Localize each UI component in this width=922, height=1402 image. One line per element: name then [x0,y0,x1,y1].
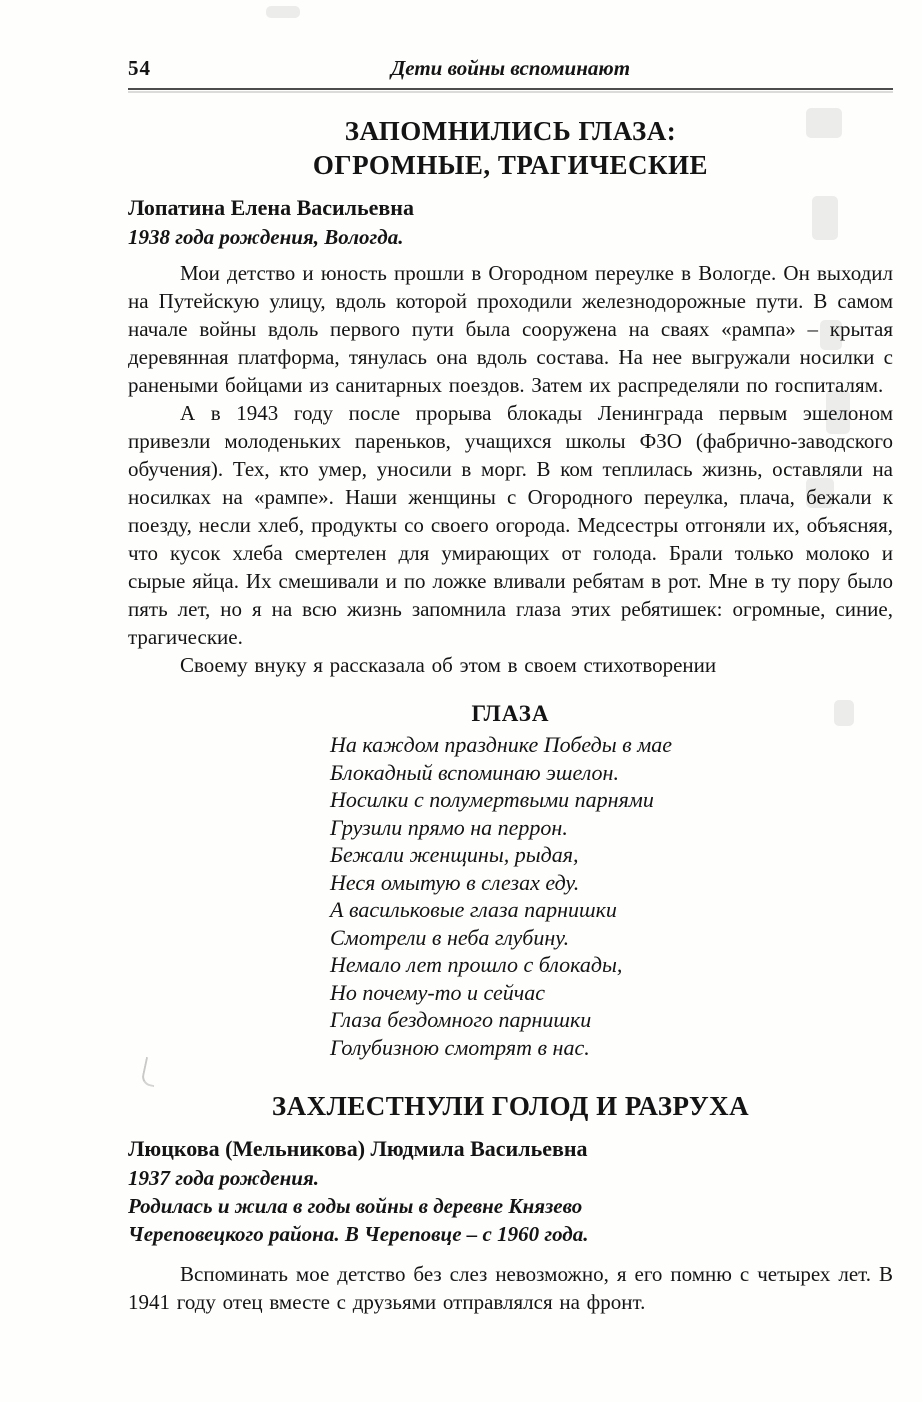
poem-title: ГЛАЗА [471,701,550,726]
paragraph: А в 1943 году после прорыва блокады Ленинграда первым эшелоном привезли молоденьких пареньков, учащихся школы ФЗО (фабрично-заводского обучения). Тех, кто умер, уносили в морг. В ком теплилась жизнь, оставляли на носилках на «рампе». Наши женщины с Огородного переулка, плача, бежали к поезду, несли хлеб, продукты со своего огорода. Медсестры отгоняли их, объясняя, что кусок хлеба смертелен для умирающих от голода. Брали только молоко и сырые яйца. Их смешивали и по ложке вливали ребятам в рот. Мне в ту пору было пять лет, но я на всю жизнь запомнила глаза этих ребятишек: огромные, синие, трагические. [128,401,893,649]
memoir2-author: Люцкова (Мельникова) Людмила Васильевна [128,1136,588,1161]
memoir1-author: Лопатина Елена Васильевна [128,195,414,220]
poem-line: А васильковые глаза парнишки [330,897,617,922]
poem-line: Грузили прямо на перрон. [330,814,568,840]
scan-artifact [266,6,300,18]
memoir-section-1 [128,114,893,1061]
poem-line: Немало лет прошло с блокады, [330,952,623,977]
memoir2-title: ЗАХЛЕСТНУЛИ ГОЛОД И РАЗРУХА [271,1091,750,1121]
running-header: Дети войны вспоминают [390,56,631,80]
poem [330,731,893,1061]
poem-line: Но почему-то и сейчас [330,979,546,1005]
poem-line: На каждом празднике Победы в мае [330,732,673,757]
poem-line: Глаза бездомного парнишки [330,1007,592,1032]
memoir2-bio [128,1164,893,1248]
memoir2-bio-line: Родилась и жила в годы войны в деревне Князево [128,1194,583,1218]
memoir2-body [128,1260,893,1316]
memoir2-bio-line: Череповецкого района. В Череповце – с 1960 года. [128,1222,589,1246]
poem-line: Носилки с полумертвыми парнями [330,787,654,812]
poem-line: Неся омытую в слезах еду. [330,869,580,895]
poem-line: Блокадный вспоминаю эшелон. [330,759,619,785]
memoir1-title-line2: ОГРОМНЫЕ, ТРАГИЧЕСКИЕ [312,150,709,180]
header-rule [128,88,893,90]
page-number: 54 [128,56,151,80]
paragraph: Вспоминать мое детство без слез невозможно, я его помню с четырех лет. В 1941 году отец вместе с друзьями отправлялся на фронт. [128,1262,893,1314]
memoir1-bio-line: 1938 года рождения, Вологда. [128,225,404,249]
running-head-row [128,56,893,84]
memoir1-title [128,114,893,182]
memoir1-body [128,259,893,679]
paragraph: Мои детство и юность прошли в Огородном переулке в Вологде. Он выходил на Путейскую улицу, вдоль которой проходили железнодорожные пути. В самом начале войны вдоль первого пути была сооружена на сваях «рампа» – крытая деревянная платформа, тянулась она вдоль состава. На нее выгружали носилки с ранеными бойцами из санитарных поездов. Затем их распределяли по госпиталям. [128,261,893,397]
memoir-section-2 [128,1089,893,1316]
poem-line: Смотрели в неба глубину. [330,924,570,950]
poem-line: Бежали женщины, рыдая, [330,842,579,867]
poem-line: Голубизною смотрят в нас. [330,1034,590,1060]
memoir1-title-line1: ЗАПОМНИЛИСЬ ГЛАЗА: [344,116,677,146]
memoir2-bio-line: 1937 года рождения. [128,1166,320,1190]
memoir1-bio [128,223,893,251]
paragraph: Своему внуку я рассказала об этом в своем стихотворении [180,653,717,677]
